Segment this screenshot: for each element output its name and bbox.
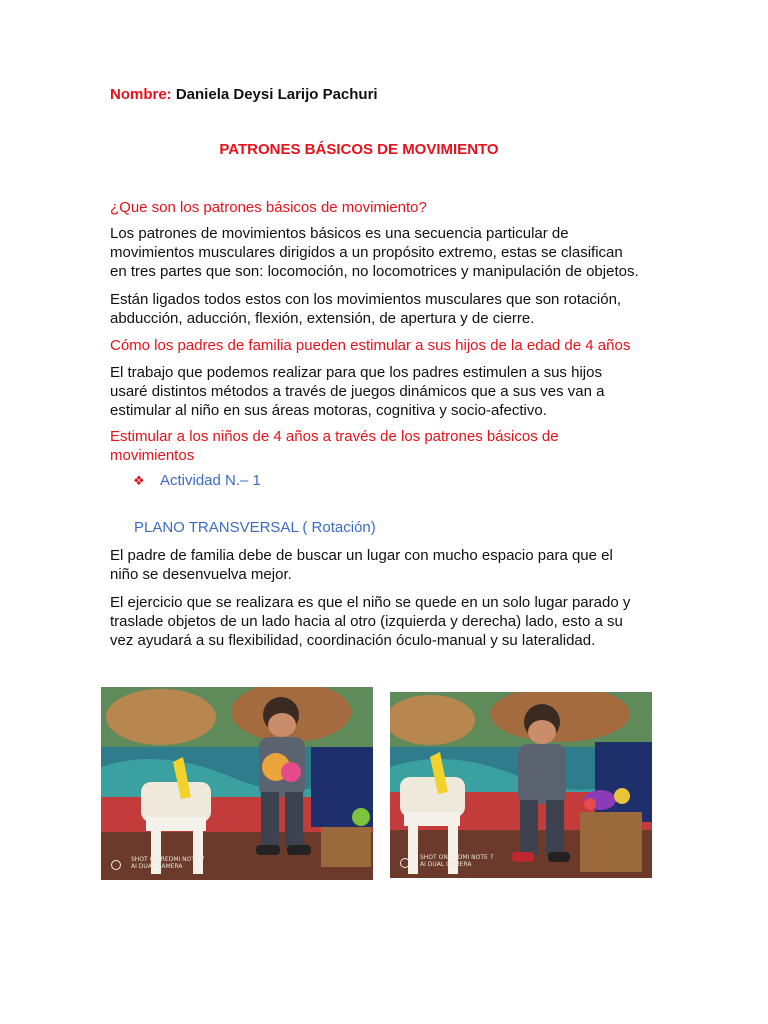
plane-subheading: PLANO TRANSVERSAL ( Rotación)	[134, 519, 376, 536]
movements-paragraph: Están ligados todos estos con los movimientos musculares que son rotación, abducción, aducción, flexión, extensión, de apertura y de cierre.	[110, 291, 622, 327]
space-paragraph: El padre de familia debe de buscar un lugar con mucho espacio para que el niño se desenvuelva mejor.	[110, 547, 613, 583]
parents-heading: Cómo los padres de familia pueden estimular a sus hijos de la edad de 4 años	[110, 337, 631, 354]
definition-paragraph: Los patrones de movimientos básicos es una secuencia particular de movimientos musculares dirigidos a un propósito extremo, estas se clasifican en tres partes que son: locomoción, no locomotrices y manipulación de objetos.	[110, 225, 639, 280]
question-heading: ¿Que son los patrones básicos de movimiento?	[110, 199, 427, 216]
parents-paragraph: El trabajo que podemos realizar para que los padres estimulen a sus hijos usaré distintos métodos a través de juegos dinámicos que a sus ves van a estimular al niño en sus áreas motoras, cognitiva y socio-afectivo.	[110, 364, 605, 419]
photo-right-illustration	[390, 692, 652, 878]
photo-watermark: SHOT ON REDMI NOTE 7 AI DUAL CAMERA	[131, 856, 205, 870]
camera-watermark-icon	[400, 858, 410, 868]
author-name: Daniela Deysi Larijo Pachuri	[175, 86, 378, 103]
activity-photo-left	[101, 687, 373, 880]
camera-watermark-icon	[111, 860, 121, 870]
activity-bullet	[133, 472, 261, 489]
author-label: Nombre:	[110, 86, 172, 103]
author-line	[110, 86, 378, 103]
photo-watermark: SHOT ON REDMI NOTE 7 AI DUAL CAMERA	[420, 854, 494, 868]
document-title: PATRONES BÁSICOS DE MOVIMIENTO	[219, 141, 499, 158]
stimulate-heading: Estimular a los niños de 4 años a través de los patrones básicos de movimientos	[110, 428, 559, 464]
activity-label: Actividad N.– 1	[160, 472, 261, 489]
activity-photo-right	[390, 692, 652, 878]
diamond-bullet-icon: ❖	[133, 472, 145, 488]
photo-left-illustration	[101, 687, 373, 880]
exercise-paragraph: El ejercicio que se realizara es que el niño se quede en un solo lugar parado y traslade objetos de un lado hacia al otro (izquierda y derecha) lado, esto a su vez ayudará a su flexibilidad, coordinación óculo-manual y su lateralidad.	[110, 594, 631, 649]
